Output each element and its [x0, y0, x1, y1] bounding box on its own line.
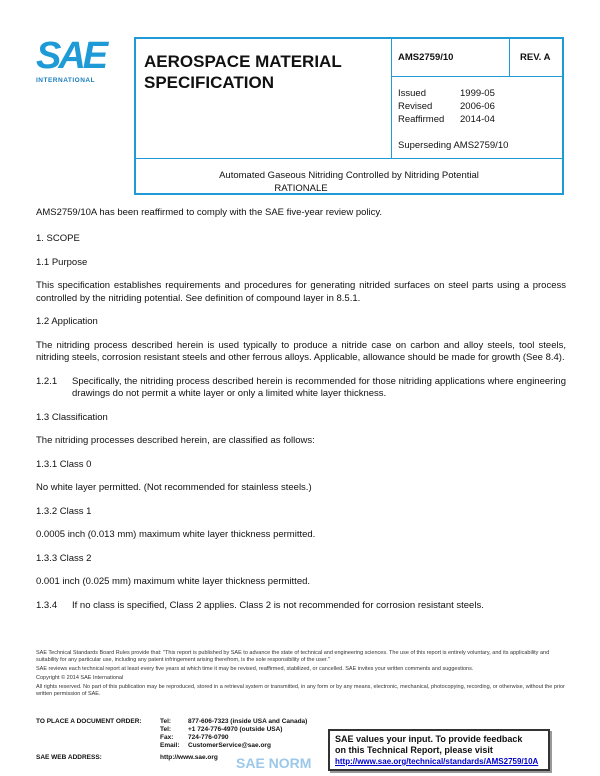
paragraph: No white layer permitted. (Not recommended for stainless steels.)	[36, 482, 312, 493]
date-value: 2006-06	[460, 101, 495, 112]
policy-notice: SAE Technical Standards Board Rules provide that: "This report is published by SAE to advance the state of technical and engineering sciences. The use of this report is entirely voluntary, and its applicability and suitability for any particular use, including any patent infringement arising therefrom, is the sole responsibility of the user."	[36, 650, 550, 663]
doc-title-line2: SPECIFICATION	[144, 73, 275, 92]
revision-cell	[510, 39, 562, 77]
section-heading: 1.3.2 Class 1	[36, 505, 92, 517]
order-label: TO PLACE A DOCUMENT ORDER:	[36, 718, 142, 725]
contact-value: 724-776-0790	[188, 734, 229, 741]
doc-subtitle: Automated Gaseous Nitriding Controlled by Nitriding Potential	[219, 170, 479, 181]
review-notice: SAE reviews each technical report at least every five years at which time it may be revised, reaffirmed, stabilized, or cancelled. SAE invites your written comments and suggestions.	[36, 666, 474, 672]
paragraph: The nitriding process described herein is used typically to produce a nitride case on carbon and alloy steels, tool steels, nitriding steels, corrosion resistant steels and other ferrous alloys. Applicable, allowance should be made for growth (See 8.4).	[36, 339, 566, 363]
revision: REV. A	[520, 52, 551, 63]
contact-row	[160, 742, 307, 750]
rights-notice: All rights reserved. No part of this publication may be reproduced, stored in a retrieval system or transmitted, in any form or by any means, electronic, mechanical, photocopying, recording, or otherwise, without the prior written permission of SAE.	[36, 684, 565, 697]
superseding: Superseding AMS2759/10	[398, 140, 509, 151]
title-cell	[136, 39, 392, 159]
document-body	[36, 183, 566, 612]
section-heading: 1.3.3 Class 2	[36, 552, 92, 564]
feedback-link[interactable]: http://www.sae.org/technical/standards/AMS2759/10A	[335, 757, 539, 766]
paragraph: 0.001 inch (0.025 mm) maximum white layer thickness permitted.	[36, 576, 311, 587]
date-row	[398, 100, 495, 113]
logo-subtitle: INTERNATIONAL	[36, 77, 96, 84]
section-heading: 1.3.1 Class 0	[36, 458, 92, 470]
doc-title-line1: AEROSPACE MATERIAL	[144, 52, 342, 71]
date-label: Reaffirmed	[398, 114, 445, 125]
contact-label: Fax:	[160, 734, 174, 741]
feedback-text: on this Technical Report, please visit	[335, 745, 493, 755]
rationale-text: AMS2759/10A has been reaffirmed to comply with the SAE five-year review policy.	[36, 206, 383, 218]
doc-number: AMS2759/10	[398, 52, 454, 63]
paragraph: 0.0005 inch (0.013 mm) maximum white layer thickness permitted.	[36, 529, 316, 540]
contact-label: Tel:	[160, 726, 172, 733]
date-value: 2014-04	[460, 114, 495, 125]
web-label: SAE WEB ADDRESS:	[36, 754, 102, 761]
contact-value: 877-606-7323 (inside USA and Canada)	[188, 718, 308, 725]
header-box	[134, 37, 564, 195]
feedback-text: SAE values your input. To provide feedback	[335, 734, 523, 744]
contact-label: Email:	[160, 742, 180, 749]
paragraph: If no class is specified, Class 2 applies. Class 2 is not recommended for corrosion resistant steels.	[72, 599, 484, 611]
date-row	[398, 113, 495, 126]
footer-notices	[36, 650, 566, 700]
paragraph: Specifically, the nitriding process described herein is recommended for those nitriding applications where engineering drawings do not permit a white layer or only a limited white layer thickness.	[72, 375, 566, 399]
paragraph: The nitriding processes described herein, are classified as follows:	[36, 435, 315, 446]
date-label: Revised	[398, 101, 433, 112]
logo-mark: SAE	[36, 35, 106, 77]
watermark: SAE NORM	[236, 755, 312, 771]
contact-value: CustomerService@sae.org	[188, 742, 271, 749]
feedback-box	[328, 729, 550, 771]
date-row	[398, 87, 495, 100]
contact-label: Tel:	[160, 718, 172, 725]
paragraph: This specification establishes requirements and procedures for generating nitrided surfaces on steel parts using a process controlled by the nitriding potential. See definition of compound layer in 8.5.1.	[36, 280, 566, 304]
contact-row	[160, 718, 307, 726]
section-heading: 1.3 Classification	[36, 411, 108, 423]
web-link[interactable]: http://www.sae.org	[160, 754, 218, 761]
dates-cell	[392, 77, 562, 159]
date-label: Issued	[398, 88, 426, 99]
sae-logo	[36, 37, 106, 84]
section-heading: 1.2 Application	[36, 316, 98, 327]
doc-number-cell	[392, 39, 510, 77]
rationale-heading: RATIONALE	[274, 183, 328, 194]
section-heading: 1.1 Purpose	[36, 256, 88, 268]
section-number: 1.3.4	[36, 599, 58, 611]
section-number: 1.2.1	[36, 375, 58, 387]
date-value: 1999-05	[460, 88, 495, 99]
section-heading: 1. SCOPE	[36, 233, 80, 244]
contact-value: +1 724-776-4970 (outside USA)	[188, 726, 283, 733]
copyright: Copyright © 2014 SAE International	[36, 675, 124, 681]
contact-row	[160, 734, 307, 742]
contact-row	[160, 726, 307, 734]
